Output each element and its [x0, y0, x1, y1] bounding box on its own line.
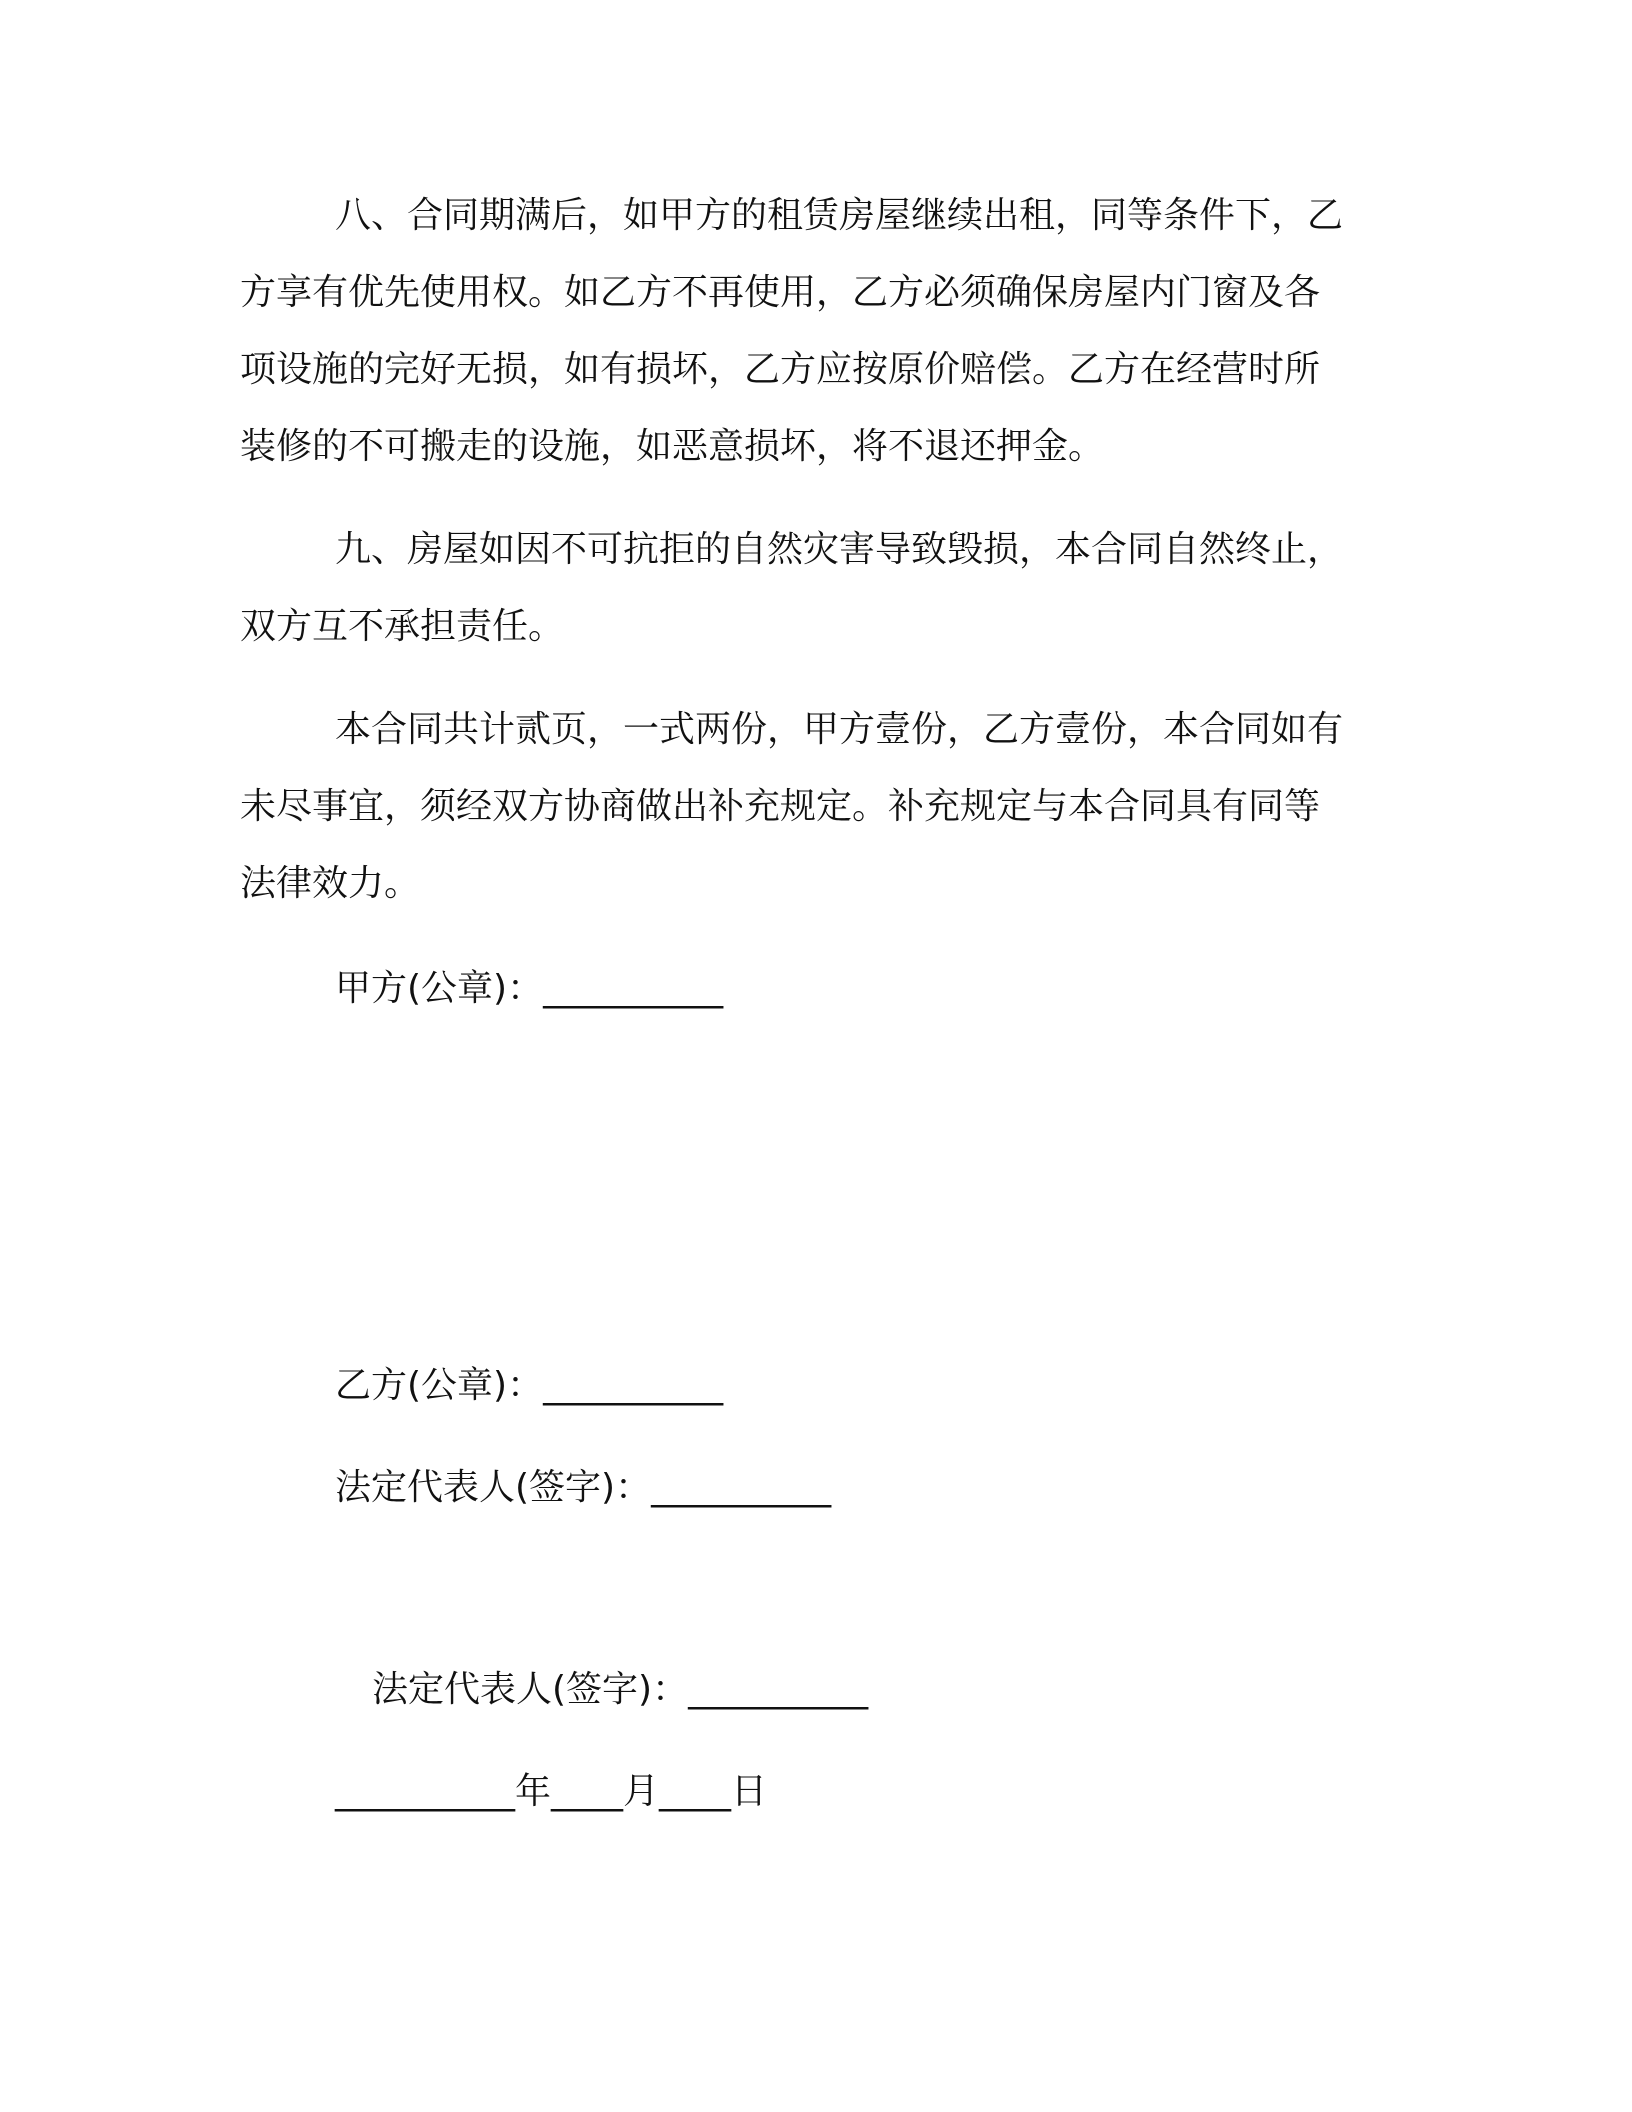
closing-line-2: 未尽事宜，须经双方协商做出补充规定。补充规定与本合同具有同等 — [240, 786, 1321, 827]
date-line: __________年____月____日 — [335, 1771, 767, 1812]
legal-rep-signature-line-2: 法定代表人(签字)：__________ — [372, 1669, 869, 1710]
clause-8-line-3: 项设施的完好无损，如有损坏，乙方应按原价赔偿。乙方在经营时所 — [240, 349, 1321, 390]
closing-line-1: 本合同共计贰页，一式两份，甲方壹份，乙方壹份，本合同如有 — [335, 709, 1344, 750]
clause-8-line-1: 八、合同期满后，如甲方的租赁房屋继续出租，同等条件下，乙 — [335, 195, 1344, 236]
closing-line-3: 法律效力。 — [240, 863, 421, 904]
clause-9-line-2: 双方互不承担责任。 — [240, 606, 565, 647]
party-b-seal-line: 乙方(公章)：__________ — [335, 1365, 724, 1406]
clause-8-line-4: 装修的不可搬走的设施，如恶意损坏，将不退还押金。 — [240, 426, 1105, 467]
clause-9-line-1: 九、房屋如因不可抗拒的自然灾害导致毁损，本合同自然终止， — [335, 529, 1344, 570]
legal-rep-signature-line-1: 法定代表人(签字)：__________ — [335, 1467, 832, 1508]
clause-8-line-2: 方享有优先使用权。如乙方不再使用，乙方必须确保房屋内门窗及各 — [240, 272, 1321, 313]
party-a-seal-line: 甲方(公章)：__________ — [335, 968, 724, 1009]
